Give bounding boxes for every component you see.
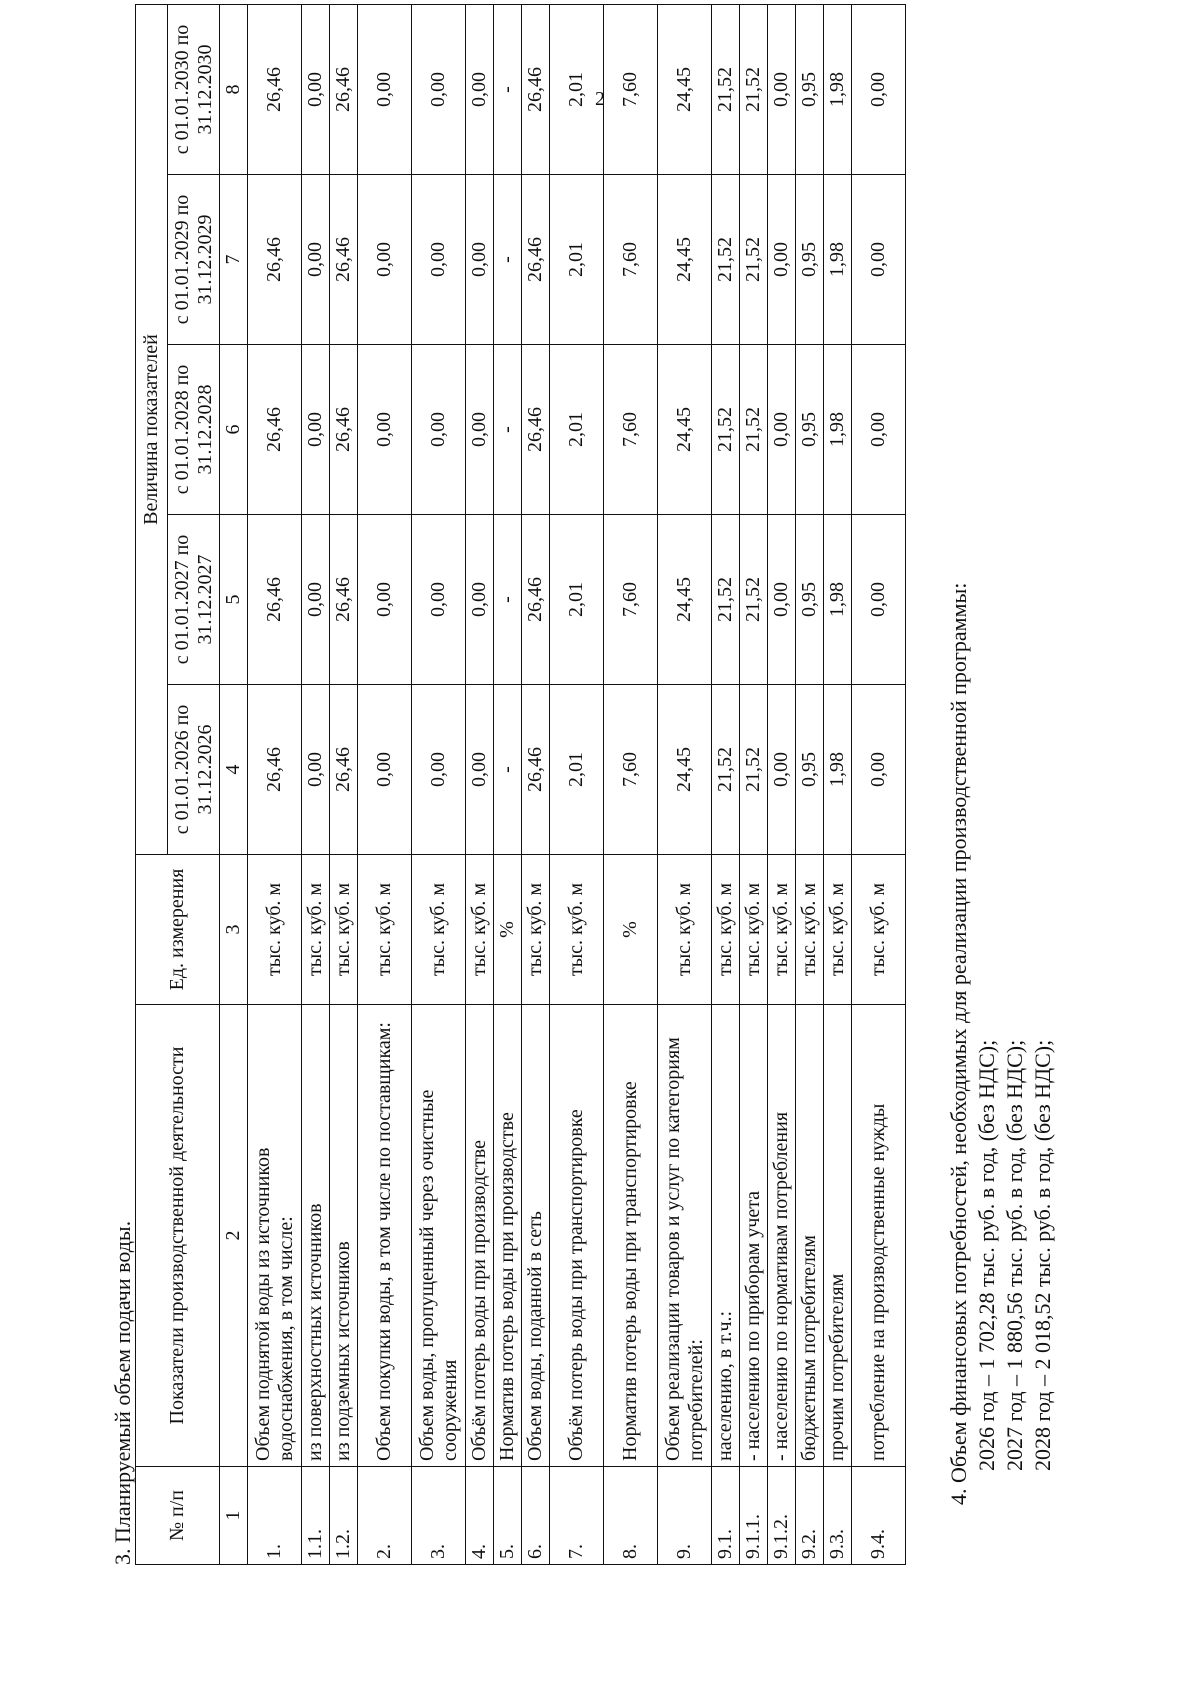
row-indicator: Объем воды, поданной в сеть [522,1005,550,1467]
row-value: 0,00 [358,345,412,515]
row-unit: тыс. куб. м [550,855,604,1005]
row-unit: тыс. куб. м [796,855,824,1005]
row-unit: тыс. куб. м [712,855,740,1005]
row-value: 24,45 [658,345,712,515]
row-value: 26,46 [248,4,302,174]
row-value: 0,00 [412,4,466,174]
row-value: 7,60 [604,175,658,345]
row-number: 9.1.1. [740,1467,768,1565]
row-value: 21,52 [740,515,768,685]
row-value: 26,46 [522,175,550,345]
row-value: 0,00 [466,175,494,345]
row-value: 0,00 [768,345,796,515]
row-number: 7. [550,1467,604,1565]
row-value: 21,52 [712,515,740,685]
row-value: - [494,175,522,345]
row-value: 0,00 [852,515,906,685]
row-value: - [494,685,522,855]
row-indicator: из подземных источников [330,1005,358,1467]
header-period: с 01.01.2027 по 31.12.2027 [168,515,220,685]
index-cell: 8 [220,4,248,174]
table-row [466,4,494,1564]
row-unit: тыс. куб. м [330,855,358,1005]
header-indicator: Показатели производственной деятельности [136,1005,220,1467]
row-number: 6. [522,1467,550,1565]
row-value: 0,00 [302,685,330,855]
row-value: 21,52 [740,4,768,174]
row-value: 0,00 [302,4,330,174]
row-number: 3. [412,1467,466,1565]
row-value: 26,46 [522,345,550,515]
table-row [358,4,412,1564]
row-indicator: - населению по нормативам потребления [768,1005,796,1467]
row-number: 9.3. [824,1467,852,1565]
row-unit: тыс. куб. м [466,855,494,1005]
row-unit: % [494,855,522,1005]
row-indicator: Объём потерь воды при транспортировке [550,1005,604,1467]
row-unit: тыс. куб. м [412,855,466,1005]
row-value: 26,46 [330,515,358,685]
row-value: 0,00 [358,175,412,345]
table-row [796,4,824,1564]
table-row [302,4,330,1564]
row-value: 26,46 [330,4,358,174]
row-value: 0,00 [466,4,494,174]
row-value: 0,00 [358,4,412,174]
row-value: 0,95 [796,4,824,174]
row-value: 26,46 [248,175,302,345]
row-value: 26,46 [330,175,358,345]
index-cell: 6 [220,345,248,515]
row-indicator: населению, в т.ч.: [712,1005,740,1467]
section4 [945,583,1057,1505]
row-number: 9.1. [712,1467,740,1565]
finance-line: 2027 год – 1 880,56 тыс. руб. в год, (без НДС); [1002,1039,1027,1471]
table-row [768,4,796,1564]
row-number: 2. [358,1467,412,1565]
index-cell: 3 [220,855,248,1005]
row-value: 1,98 [824,175,852,345]
row-number: 4. [466,1467,494,1565]
row-value: 0,00 [412,685,466,855]
row-number: 1.2. [330,1467,358,1565]
row-indicator: потребление на производственные нужды [852,1005,906,1467]
row-value: 2,01 [550,345,604,515]
table-row [330,4,358,1564]
table-row [494,4,522,1564]
row-value: 0,00 [466,515,494,685]
table-row [852,4,906,1564]
row-value: 2,01 [550,4,604,174]
row-value: 0,00 [358,685,412,855]
table-row [604,4,658,1564]
row-unit: тыс. куб. м [658,855,712,1005]
row-number: 9.2. [796,1467,824,1565]
header-period: с 01.01.2029 по 31.12.2029 [168,175,220,345]
row-value: 0,00 [302,175,330,345]
row-number: 9. [658,1467,712,1565]
table-body [248,4,906,1564]
row-value: 0,95 [796,175,824,345]
finance-line: 2026 год – 1 702,28 тыс. руб. в год, (без НДС); [974,1039,999,1471]
row-unit: тыс. куб. м [768,855,796,1005]
index-cell: 7 [220,175,248,345]
row-value: 2,01 [550,515,604,685]
row-value: 1,98 [824,515,852,685]
table-row [740,4,768,1564]
row-number: 9.4. [852,1467,906,1565]
row-number: 8. [604,1467,658,1565]
row-value: 21,52 [740,685,768,855]
row-value: 0,95 [796,515,824,685]
row-number: 9.1.2. [768,1467,796,1565]
row-unit: тыс. куб. м [358,855,412,1005]
water-supply-table [135,4,906,1565]
row-value: - [494,345,522,515]
row-unit: тыс. куб. м [302,855,330,1005]
row-value: 1,98 [824,345,852,515]
row-value: 7,60 [604,515,658,685]
row-value: 0,00 [768,685,796,855]
row-value: 26,46 [330,345,358,515]
row-value: 7,60 [604,685,658,855]
row-value: 26,46 [522,4,550,174]
row-value: 1,98 [824,4,852,174]
row-unit: тыс. куб. м [852,855,906,1005]
row-indicator: бюджетным потребителям [796,1005,824,1467]
row-indicator: Объем покупки воды, в том числе по поставщикам: [358,1005,412,1467]
header-group: Величина показателей [136,4,168,854]
row-value: 0,00 [768,4,796,174]
table-row [712,4,740,1564]
row-value: 24,45 [658,685,712,855]
row-indicator: Объем реализации товаров и услуг по категориям потребителей: [658,1005,712,1467]
row-indicator: из поверхностных источников [302,1005,330,1467]
row-value: 0,00 [852,175,906,345]
table-row [412,4,466,1564]
section4-title: 4. Объем финансовых потребностей, необходимых для реализации производственной программы: [946,582,971,1505]
row-value: 26,46 [248,685,302,855]
row-value: 0,00 [412,515,466,685]
row-value: 26,46 [522,515,550,685]
row-indicator: Норматив потерь воды при транспортировке [604,1005,658,1467]
row-value: 21,52 [712,685,740,855]
row-value: 24,45 [658,175,712,345]
row-number: 1. [248,1467,302,1565]
row-number: 5. [494,1467,522,1565]
index-cell: 2 [220,1005,248,1467]
row-indicator: Объём потерь воды при производстве [466,1005,494,1467]
header-period: с 01.01.2028 по 31.12.2028 [168,345,220,515]
table-row [824,4,852,1564]
row-indicator: - населению по приборам учета [740,1005,768,1467]
row-value: 24,45 [658,4,712,174]
row-value: 0,00 [412,175,466,345]
row-value: 2,01 [550,175,604,345]
row-value: 26,46 [248,515,302,685]
row-value: 21,52 [712,345,740,515]
row-value: 0,00 [302,515,330,685]
index-cell: 4 [220,685,248,855]
row-indicator: Норматив потерь воды при производстве [494,1005,522,1467]
row-unit: тыс. куб. м [248,855,302,1005]
row-value: 0,00 [412,345,466,515]
row-value: 1,98 [824,685,852,855]
row-value: 26,46 [248,345,302,515]
header-unit: Ед. измерения [136,855,220,1005]
index-cell: 1 [220,1467,248,1565]
index-cell: 5 [220,515,248,685]
row-value: 26,46 [522,685,550,855]
row-value: 0,00 [768,515,796,685]
page-number: 2 [595,88,605,110]
row-value: 0,00 [358,515,412,685]
header-num: № п/п [136,1467,220,1565]
row-indicator: прочим потребителям [824,1005,852,1467]
table-row [658,4,712,1564]
row-value: 0,00 [852,4,906,174]
row-value: 0,00 [302,345,330,515]
row-value: 21,52 [712,4,740,174]
row-value: 0,00 [852,345,906,515]
row-value: - [494,515,522,685]
row-value: 7,60 [604,4,658,174]
finance-line: 2028 год – 2 018,52 тыс. руб. в год, (без НДС); [1030,1039,1055,1471]
row-unit: тыс. куб. м [740,855,768,1005]
row-unit: % [604,855,658,1005]
row-unit: тыс. куб. м [522,855,550,1005]
index-row [220,4,248,1564]
row-indicator: Объем воды, пропущенный через очистные сооружения [412,1005,466,1467]
row-number: 1.1. [302,1467,330,1565]
header-period: с 01.01.2030 по 31.12.2030 [168,4,220,174]
row-indicator: Объем поднятой воды из источников водоснабжения, в том числе: [248,1005,302,1467]
table-row [248,4,302,1564]
header-period: с 01.01.2026 по 31.12.2026 [168,685,220,855]
row-value: 21,52 [740,175,768,345]
row-value: 24,45 [658,515,712,685]
row-value: 21,52 [712,175,740,345]
row-value: 21,52 [740,345,768,515]
section3-title: 3. Планируемый объем подачи воды. [110,1220,135,1565]
row-value: 2,01 [550,685,604,855]
table-row [550,4,604,1564]
table-row [522,4,550,1564]
row-value: 7,60 [604,345,658,515]
row-value: 0,00 [466,345,494,515]
row-value: 0,95 [796,345,824,515]
row-value: 0,00 [852,685,906,855]
row-value: 0,00 [466,685,494,855]
row-value: - [494,4,522,174]
row-value: 0,00 [768,175,796,345]
row-unit: тыс. куб. м [824,855,852,1005]
row-value: 26,46 [330,685,358,855]
row-value: 0,95 [796,685,824,855]
